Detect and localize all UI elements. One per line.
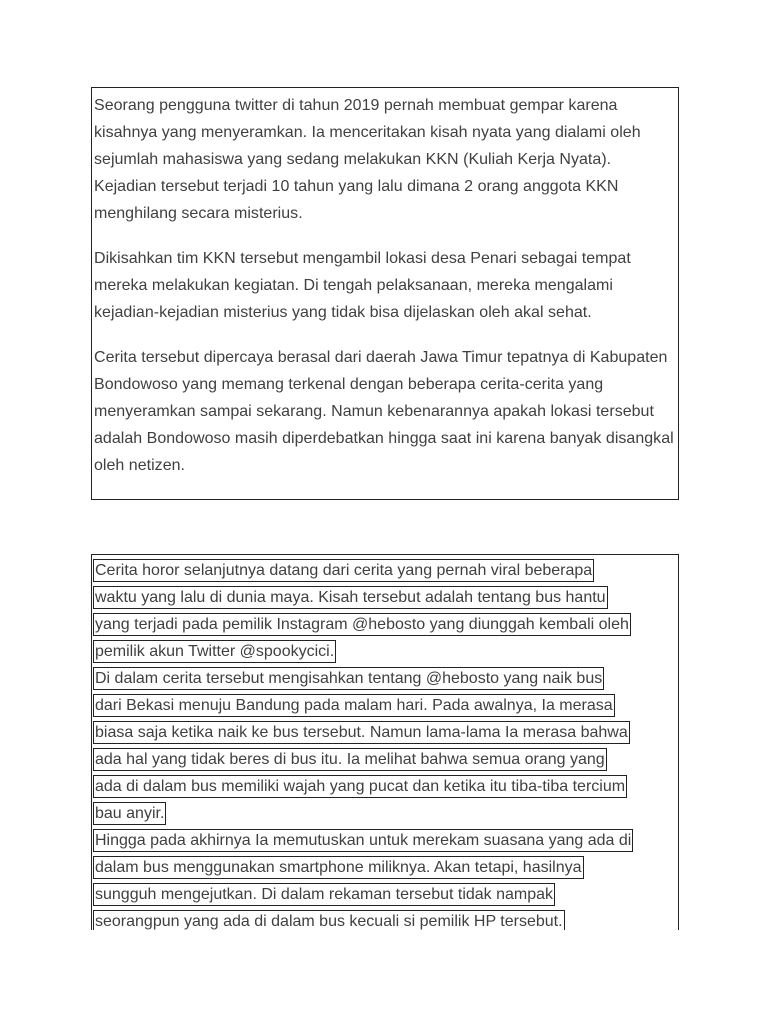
text-line-box: Cerita horor selanjutnya datang dari cerita yang pernah viral beberapa [93, 559, 594, 582]
text-line [93, 910, 678, 930]
text-line-box: dari Bekasi menuju Bandung pada malam hari. Pada awalnya, Ia merasa [93, 694, 615, 717]
text-line-box: sungguh mengejutkan. Di dalam rekaman tersebut tidak nampak [93, 883, 555, 906]
text-line-box: yang terjadi pada pemilik Instagram @hebosto yang diunggah kembali oleh [93, 613, 631, 636]
text-line [93, 748, 678, 775]
text-line-box: ada di dalam bus memiliki wajah yang pucat dan ketika itu tiba-tiba tercium [93, 775, 627, 798]
text-line-box: Hingga pada akhirnya Ia memutuskan untuk merekam suasana yang ada di [93, 829, 633, 852]
story-block-bus-hantu [91, 554, 679, 930]
text-line [93, 586, 678, 613]
text-line [93, 559, 678, 586]
story-block-desa-penari [91, 87, 679, 500]
paragraph: Dikisahkan tim KKN tersebut mengambil lokasi desa Penari sebagai tempat mereka melakukan kegiatan. Di tengah pelaksanaan, mereka mengalami kejadian-kejadian misterius yang tidak bisa dijelaskan oleh akal sehat. [94, 250, 631, 321]
paragraph: Seorang pengguna twitter di tahun 2019 pernah membuat gempar karena kisahnya yang menyeramkan. Ia menceritakan kisah nyata yang dialami oleh sejumlah mahasiswa yang sedang melakukan KKN (Kuliah Kerja Nyata). Kejadian tersebut terjadi 10 tahun yang lalu dimana 2 orang anggota KKN menghilang secara misterius. [94, 97, 641, 222]
text-line-box: dalam bus menggunakan smartphone miliknya. Akan tetapi, hasilnya [93, 856, 584, 879]
text-line [93, 721, 678, 748]
text-line-box: seorangpun yang ada di dalam bus kecuali si pemilik HP tersebut. [93, 910, 565, 930]
text-line [93, 613, 678, 640]
text-line [93, 856, 678, 883]
text-line-box: biasa saja ketika naik ke bus tersebut. Namun lama-lama Ia merasa bahwa [93, 721, 630, 744]
text-line-box: waktu yang lalu di dunia maya. Kisah tersebut adalah tentang bus hantu [93, 586, 608, 609]
paragraph: Cerita tersebut dipercaya berasal dari daerah Jawa Timur tepatnya di Kabupaten Bondowoso yang memang terkenal dengan beberapa cerita-cerita yang menyeramkan sampai sekarang. Namun kebenarannya apakah lokasi tersebut adalah Bondowoso masih diperdebatkan hingga saat ini karena banyak disangkal oleh netizen. [94, 349, 674, 474]
text-line [93, 829, 678, 856]
text-line-box: bau anyir. [93, 802, 166, 825]
text-line [93, 775, 678, 802]
text-line [93, 802, 678, 829]
text-line [93, 640, 678, 667]
text-line [93, 694, 678, 721]
text-line-box: pemilik akun Twitter @spookycici. [93, 640, 336, 663]
text-line-box: Di dalam cerita tersebut mengisahkan tentang @hebosto yang naik bus [93, 667, 604, 690]
text-line [93, 883, 678, 910]
text-line [93, 667, 678, 694]
text-line-box: ada hal yang tidak beres di bus itu. Ia melihat bahwa semua orang yang [93, 748, 607, 771]
